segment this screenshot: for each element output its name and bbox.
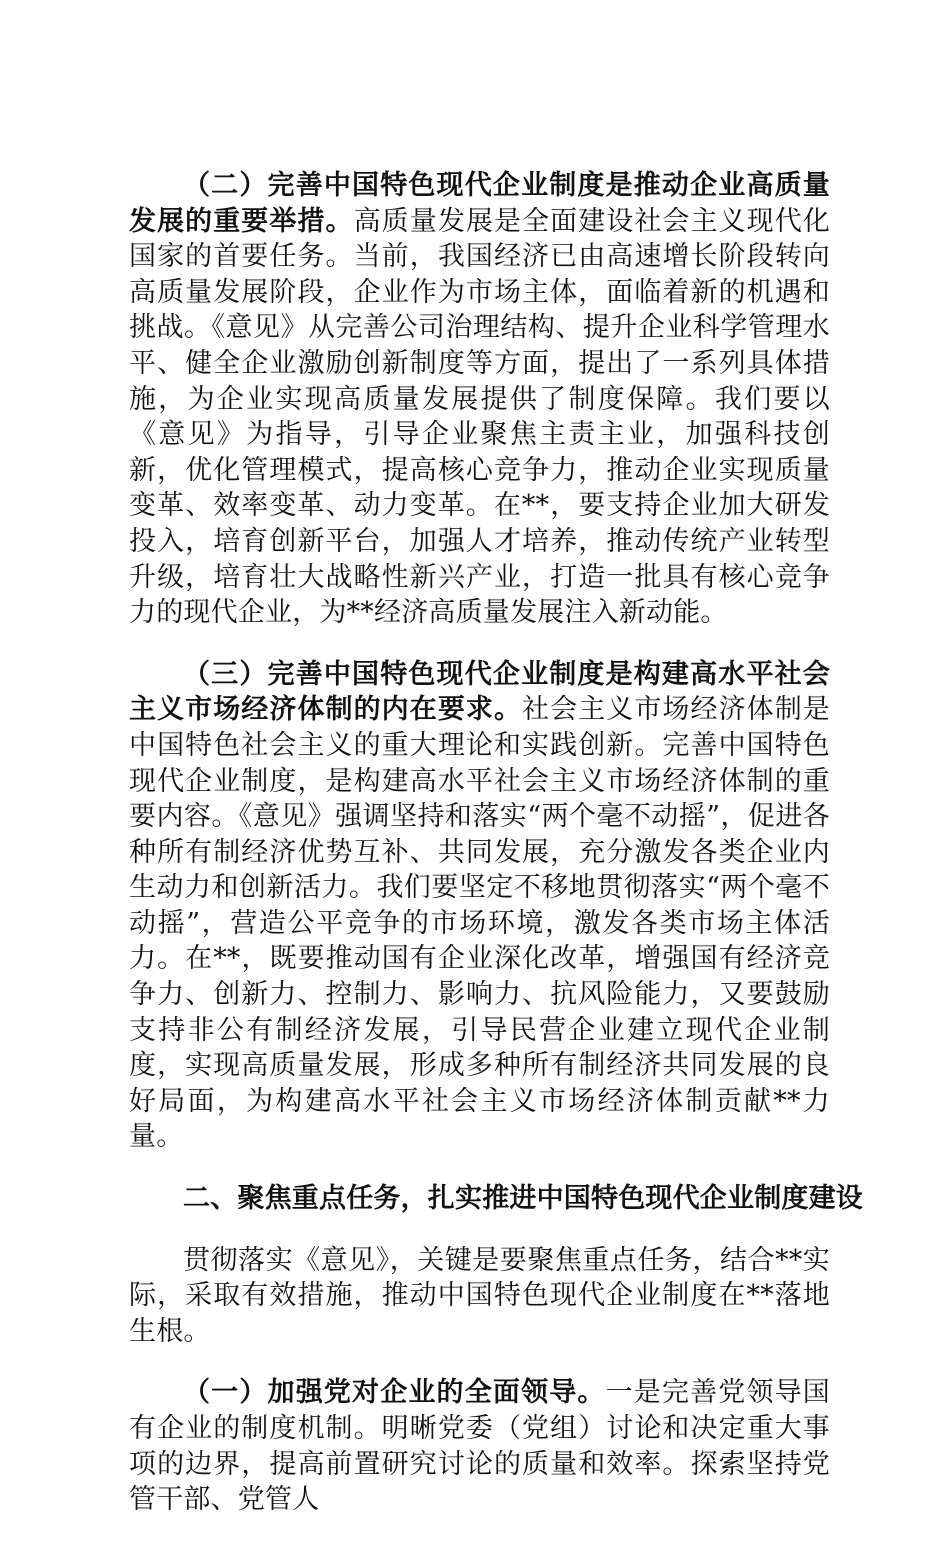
section-heading: 二、聚焦重点任务，扎实推进中国特色现代企业制度建设 xyxy=(183,1183,863,1215)
paragraph-lead-heading: （二）完善中国特色现代企业制度是推动企业高质量发展的重要举措。 xyxy=(129,170,830,237)
paragraph-quality-development xyxy=(129,168,830,631)
intro-paragraph: 贯彻落实《意见》，关键是要聚焦重点任务，结合**实际，采取有效措施，推动中国特色现代企业制度在**落地生根。 xyxy=(129,1244,830,1347)
paragraph-lead-heading: （一）加强党对企业的全面领导。 xyxy=(183,1377,606,1409)
paragraph-text: 社会主义市场经济体制是中国特色社会主义的重大理论和实践创新。完善中国特色现代企业制度，是构建高水平社会主义市场经济体制的重要内容。《意见》强调坚持和落实“两个毫不动摇”，促进各种所有制经济优势互补、共同发展，充分激发各类企业内生动力和创新活力。我们要坚定不移地贯彻落实“两个毫不动摇”，营造公平竞争的市场环境，激发各类市场主体活力。在**，既要推动国有企业深化改革，增强国有经济竞争力、创新力、控制力、影响力、抗风险能力，又要鼓励支持非公有制经济发展，引导民营企业建立现代企业制度，实现高质量发展，形成多种所有制经济共同发展的良好局面，为构建高水平社会主义市场经济体制贡献**力量。 xyxy=(129,694,830,1153)
paragraph-party-leadership xyxy=(129,1375,830,1517)
document-body xyxy=(129,168,863,1544)
paragraph-market-economy xyxy=(129,657,830,1155)
paragraph-lead-heading: （三）完善中国特色现代企业制度是构建高水平社会主义市场经济体制的内在要求。 xyxy=(129,658,830,726)
paragraph-text: 一是完善党领导国有企业的制度机制。明晰党委（党组）讨论和决定重大事项的边界，提高前置研究讨论的质量和效率。探索坚持党管干部、党管人 xyxy=(129,1377,830,1516)
paragraph-text: 高质量发展是全面建设社会主义现代化国家的首要任务。当前，我国经济已由高速增长阶段转向高质量发展阶段，企业作为市场主体，面临着新的机遇和挑战。《意见》从完善公司治理结构、提升企业科学管理水平、健全企业激励创新制度等方面，提出了一系列具体措施，为企业实现高质量发展提供了制度保障。我们要以《意见》为指导，引导企业聚焦主责主业，加强科技创新，优化管理模式，提高核心竞争力，推动企业实现质量变革、效率变革、动力变革。在**，要支持企业加大研发投入，培育创新平台，加强人才培养，推动传统产业转型升级，培育壮大战略性新兴产业，打造一批具有核心竞争力的现代企业，为**经济高质量发展注入新动能。 xyxy=(129,205,830,629)
